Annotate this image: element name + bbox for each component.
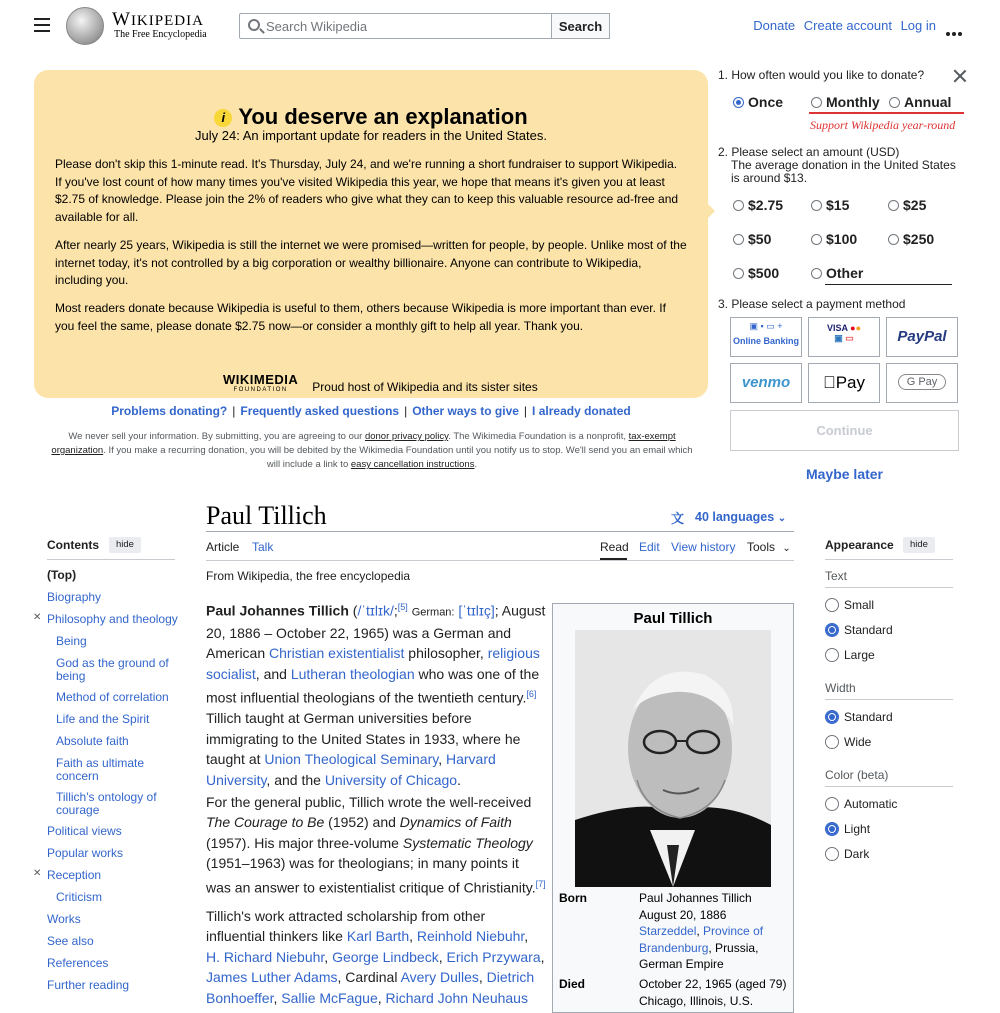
width-standard-radio[interactable]: Standard	[825, 710, 893, 724]
amount-option[interactable]: $250	[888, 231, 934, 247]
search-button[interactable]: Search	[551, 13, 610, 39]
toc-item[interactable]: Reception	[47, 868, 102, 882]
site-header	[0, 0, 1000, 52]
other-ways-link[interactable]: Other ways to give	[412, 404, 519, 418]
search-icon	[248, 19, 260, 31]
amount-option[interactable]: $500	[733, 265, 779, 281]
color-label: Color (beta)	[825, 768, 889, 782]
page-title: Paul Tillich	[206, 501, 327, 530]
infobox-value: October 22, 1965 (aged 79) Chicago, Illinois, U.S.	[639, 977, 787, 1008]
wikipedia-globe-logo[interactable]	[66, 7, 104, 45]
amount-other-option[interactable]: Other	[811, 265, 863, 281]
other-amount-input[interactable]	[825, 284, 952, 285]
divider	[206, 531, 794, 532]
apple-pay-button[interactable]: Pay	[808, 363, 880, 403]
toc-item[interactable]: Method of correlation	[56, 690, 169, 704]
freq-annual-radio[interactable]: Annual	[889, 94, 951, 110]
amount-question: 2. Please select an amount (USD)	[718, 145, 900, 159]
tab-article[interactable]: Article	[206, 540, 240, 554]
toc-item[interactable]: Tillich's ontology of courage	[56, 790, 157, 817]
divider	[47, 559, 175, 560]
banner-pointer	[706, 202, 715, 220]
bank-logos-icon: ▣ ▪ ▭ +	[749, 321, 783, 331]
tab-edit[interactable]: Edit	[639, 540, 660, 554]
toc-item[interactable]: Being	[56, 634, 87, 648]
annual-support-note: Support Wikipedia year-round	[810, 118, 956, 132]
text-standard-radio[interactable]: Standard	[825, 623, 893, 637]
wikimedia-foundation-credit: WIKIMEDIA FOUNDATION Proud host of Wikipedia and its sister sites	[223, 372, 538, 394]
toc-item[interactable]: Biography	[47, 590, 102, 604]
toc-item[interactable]: God as the ground of being	[56, 656, 169, 683]
toc-hide-button[interactable]: hide	[109, 537, 141, 553]
infobox	[552, 603, 794, 1013]
cancellation-link[interactable]: easy cancellation instructions	[350, 459, 475, 470]
infobox-label: Died	[559, 977, 586, 991]
toc-item[interactable]: Criticism	[56, 890, 102, 904]
lead-paragraph: Paul Johannes Tillich (/ˈtɪlɪk/;[5] German: [ˈtɪlɪç]; August 20, 1886 – October 22, 1965) was a German and American Christian existentialist philosopher, religious socialist, and Lutheran theologian who was one of the most influential theologians of the twentieth century.[6] Tillich taught at German universities before immigrating to the United States in 1933, where he taught at Union Theological Seminary, Harvard University, and the University of Chicago.	[206, 602, 546, 788]
divider	[825, 699, 953, 700]
appearance-hide-button[interactable]: hide	[903, 537, 935, 553]
maybe-later-link[interactable]: Maybe later	[805, 466, 884, 482]
fundraising-banner	[34, 70, 708, 398]
card-logos-icon: VISA ●● ▣ ▭	[826, 323, 862, 343]
article-paragraph: For the general public, Tillich wrote the well-received The Courage to Be (1952) and Dynamics of Faith (1957). His major three-volume Systematic Theology (1951–1963) was for theologians; in many points it was an answer to existentialist critique of Christianity.[7]	[206, 794, 546, 896]
divider	[206, 560, 794, 561]
divider	[825, 587, 953, 588]
info-icon: i	[214, 109, 232, 127]
search-box	[239, 13, 552, 39]
google-pay-button[interactable]: G Pay	[886, 363, 958, 403]
wikipedia-wordmark[interactable]: WIKIPEDIA	[112, 9, 204, 30]
search-input[interactable]	[266, 17, 546, 35]
banner-paragraph: Most readers donate because Wikipedia is useful to them, others because Wikipedia is more important than ever. If you feel the same, please donate $2.75 now—or consider a monthly gift to help all year. Thank you.	[55, 301, 666, 333]
toc-item[interactable]: Works	[47, 912, 81, 926]
amount-note: The average donation in the United States is around $13.	[731, 158, 956, 185]
text-large-radio[interactable]: Large	[825, 648, 875, 662]
infobox-label: Born	[559, 891, 587, 905]
privacy-policy-link[interactable]: donor privacy policy	[364, 431, 449, 442]
chevron-down-icon: ⌄	[777, 513, 787, 524]
divider	[825, 559, 953, 560]
problems-donating-link[interactable]: Problems donating?	[111, 404, 228, 418]
banner-subtitle: July 24: An important update for readers in the United States.	[195, 128, 547, 143]
wikipedia-tagline: The Free Encyclopedia	[114, 29, 207, 40]
frequency-question: 1. How often would you like to donate?	[718, 68, 925, 82]
toc-item[interactable]: Faith as ultimate concern	[56, 756, 145, 783]
translate-icon: 文	[671, 511, 685, 526]
portrait-photo[interactable]	[575, 630, 771, 887]
toc-toggle-icon[interactable]: ✕	[33, 868, 42, 879]
toc-item[interactable]: Popular works	[47, 846, 124, 860]
width-wide-radio[interactable]: Wide	[825, 735, 871, 749]
donation-help-links: Problems donating? | Frequently asked questions | Other ways to give | I already donated	[111, 404, 631, 418]
amount-option[interactable]: $25	[888, 197, 926, 213]
infobox-title: Paul Tillich	[633, 610, 713, 627]
log-in-link[interactable]: Log in	[900, 18, 936, 33]
text-size-label: Text	[825, 569, 848, 583]
donate-link[interactable]: Donate	[753, 18, 796, 33]
toc-toggle-icon[interactable]: ✕	[33, 612, 42, 623]
banner-paragraph: Please don't skip this 1-minute read. It's Thursday, July 24, and we're running a short fundraiser to support Wikipedia. If you've lost count of how many times you've visited Wikipedia this year, we hope that means it's given you at least $2.75 of knowledge. Please join the 2% of readers who give what they can to keep this valuable resource ad-free and available for all.	[55, 157, 679, 224]
wikimedia-foundation-logo: WIKIMEDIA FOUNDATION	[223, 372, 299, 393]
already-donated-link[interactable]: I already donated	[532, 404, 631, 418]
toc-item[interactable]: See also	[47, 934, 94, 948]
tax-exempt-link[interactable]: tax-exempt organization	[51, 431, 676, 456]
tab-talk[interactable]: Talk	[252, 540, 274, 554]
divider	[825, 786, 953, 787]
text-small-radio[interactable]: Small	[825, 598, 874, 612]
banner-paragraph: After nearly 25 years, Wikipedia is still the internet we were promised—written for people, by people. Unlike most of the internet today, it's not controlled by a big corporation or wealthy billionaire. Anyone can contribute to Wikipedia, including you.	[55, 238, 687, 287]
toc-item[interactable]: Further reading	[47, 978, 130, 992]
language-selector[interactable]: 文 40 languages ⌄	[671, 510, 787, 526]
tab-view-history[interactable]: View history	[671, 540, 736, 554]
card-button[interactable]	[808, 317, 880, 357]
amount-option[interactable]: $15	[811, 197, 849, 213]
color-dark-radio[interactable]: Dark	[825, 847, 869, 861]
color-light-radio[interactable]: Light	[825, 822, 870, 836]
toc-item[interactable]: Life and the Spirit	[56, 712, 150, 726]
donation-fine-print: We never sell your information. By submitting, you are agreeing to our donor privacy policy. The Wikimedia Foundation is a nonprofit, tax-exempt organization. If you make a recurring donation, you will be debited by the Wikimedia Foundation until you notify us to stop. We'll send you an email which will include a link to easy cancellation instructions.	[51, 431, 693, 470]
tab-read[interactable]: Read	[600, 540, 629, 554]
site-subtitle: From Wikipedia, the free encyclopedia	[206, 569, 411, 583]
banner-title: i You deserve an explanation	[34, 104, 708, 130]
more-options-icon[interactable]	[946, 23, 964, 28]
close-banner-icon[interactable]	[952, 68, 968, 84]
amount-option[interactable]: $2.75	[733, 197, 783, 213]
toc-item[interactable]: (Top)	[47, 568, 77, 582]
personal-tools	[748, 18, 936, 33]
continue-button[interactable]: Continue	[730, 410, 959, 451]
amount-option[interactable]: $50	[733, 231, 771, 247]
tools-menu[interactable]: Tools ⌄	[747, 540, 791, 554]
create-account-link[interactable]: Create account	[803, 18, 892, 33]
annual-underline	[809, 112, 964, 114]
online-banking-button[interactable]: ▣ ▪ ▭ + Online Banking	[730, 317, 802, 357]
chevron-down-icon: ⌄	[782, 543, 791, 554]
appearance-heading: Appearance	[825, 538, 894, 552]
toc-item[interactable]: Philosophy and theology	[47, 612, 178, 626]
venmo-button[interactable]: venmo	[730, 363, 802, 403]
color-automatic-radio[interactable]: Automatic	[825, 797, 897, 811]
toc-item[interactable]: References	[47, 956, 109, 970]
infobox-value: Paul Johannes Tillich August 20, 1886 Starzeddel, Province of Brandenburg, Prussia, German Empire	[639, 891, 764, 971]
amount-option[interactable]: $100	[811, 231, 857, 247]
freq-monthly-radio[interactable]: Monthly	[811, 94, 880, 110]
faq-link[interactable]: Frequently asked questions	[240, 404, 400, 418]
main-menu-icon[interactable]	[34, 18, 50, 32]
article-paragraph: Tillich's work attracted scholarship from other influential thinkers like Karl Barth, Reinhold Niebuhr, H. Richard Niebuhr, George Lindbeck, Erich Przywara, James Luther Adams, Cardinal Avery Dulles, Dietrich Bonhoeffer, Sallie McFague, Richard John Neuhaus	[206, 908, 545, 1006]
paypal-button[interactable]: PayPal	[886, 317, 958, 357]
portrait-image	[575, 630, 771, 887]
apple-icon	[823, 373, 836, 392]
freq-once-radio[interactable]: Once	[733, 94, 783, 110]
payment-question: 3. Please select a payment method	[718, 297, 906, 311]
toc-heading: Contents	[47, 538, 99, 552]
toc-item[interactable]: Political views	[47, 824, 122, 838]
width-label: Width	[825, 681, 856, 695]
toc-item[interactable]: Absolute faith	[56, 734, 129, 748]
